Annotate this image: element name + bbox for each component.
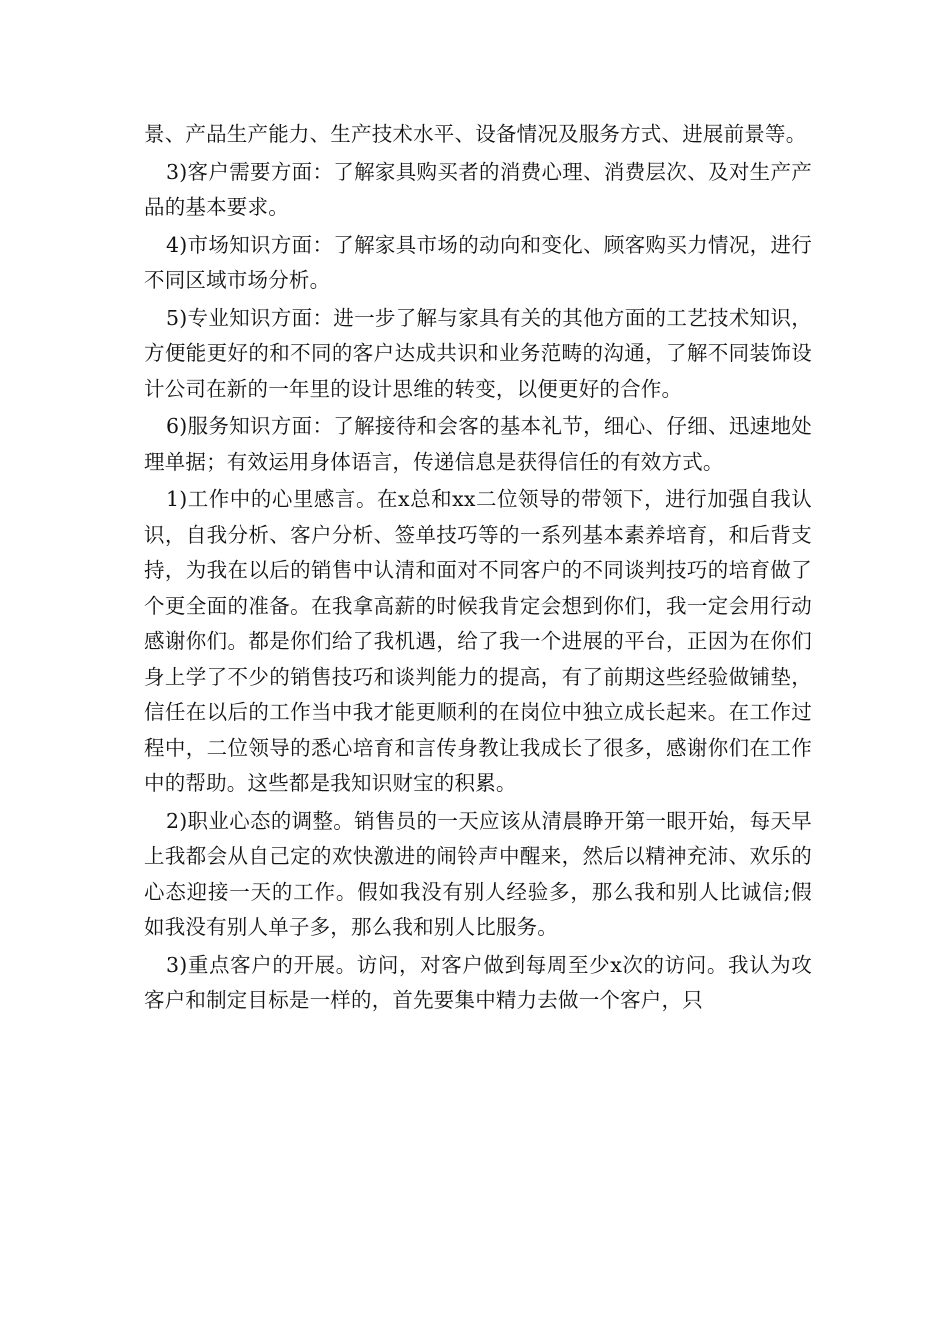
- paragraph-8: 3)重点客户的开展。访问，对客户做到每周至少x次的访问。我认为攻客户和制定目标是一样的，首先要集中精力去做一个客户，只: [144, 952, 812, 1012]
- paragraph-2: 3)客户需要方面：了解家具购买者的消费心理、消费层次、及对生产产品的基本要求。: [144, 159, 812, 219]
- paragraph-4: 5)专业知识方面：进一步了解与家具有关的其他方面的工艺技术知识，方便能更好的和不同的客户达成共识和业务范畴的沟通，了解不同装饰设计公司在新的一年里的设计思维的转变，以便更好的合作。: [144, 305, 812, 401]
- paragraph-3: 4)市场知识方面：了解家具市场的动向和变化、顾客购买力情况，进行不同区域市场分析。: [144, 232, 812, 292]
- paragraph-7: 2)职业心态的调整。销售员的一天应该从清晨睁开第一眼开始，每天早上我都会从自己定的欢快激进的闹铃声中醒来，然后以精神充沛、欢乐的心态迎接一天的工作。假如我没有别人经验多，那么我和别人比诚信;假如我没有别人单子多，那么我和别人比服务。: [144, 808, 812, 939]
- paragraph-5: 6)服务知识方面：了解接待和会客的基本礼节，细心、仔细、迅速地处理单据；有效运用身体语言，传递信息是获得信任的有效方式。: [144, 414, 812, 474]
- paragraph-6: 1)工作中的心里感言。在x总和xx二位领导的带领下，进行加强自我认识，自我分析、客户分析、签单技巧等的一系列基本素养培育，和后背支持，为我在以后的销售中认清和面对不同客户的不同谈判技巧的培育做了个更全面的准备。在我拿高薪的时候我肯定会想到你们，我一定会用行动感谢你们。都是你们给了我机遇，给了我一个进展的平台，正因为在你们身上学了不少的销售技巧和谈判能力的提高，有了前期这些经验做铺垫，信任在以后的工作当中我才能更顺利的在岗位中独立成长起来。在工作过程中，二位领导的悉心培育和言传身教让我成长了很多，感谢你们在工作中的帮助。这些都是我知识财宝的积累。: [144, 487, 812, 795]
- paragraph-1: 景、产品生产能力、生产技术水平、设备情况及服务方式、进展前景等。: [144, 122, 807, 146]
- document-page: [144, 117, 812, 1021]
